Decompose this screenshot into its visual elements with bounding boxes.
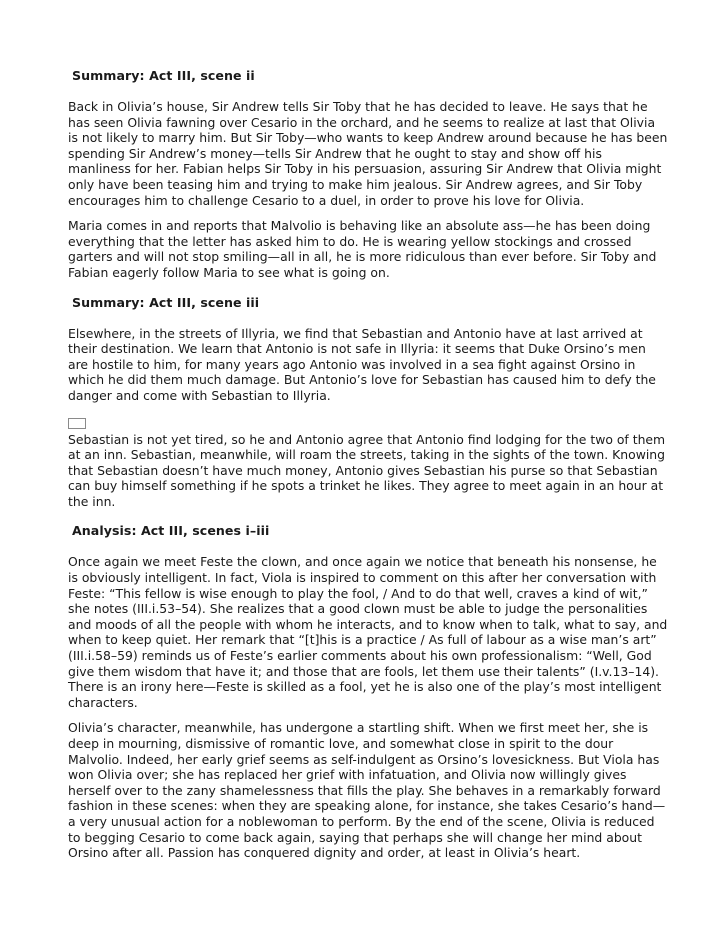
paragraph-scene2-2: Maria comes in and reports that Malvolio is behaving like an absolute ass—he has been doing everything that the letter has asked him to do. He is wearing yellow stockings and crossed garters and will not stop smiling—all in all, he is more ridiculous than ever before. Sir Toby and Fabian eagerly follow Maria to see what is going on. <box>68 218 657 280</box>
paragraph-scene3-1: Elsewhere, in the streets of Illyria, we find that Sebastian and Antonio have at last arrived at their destination. We learn that Antonio is not safe in Illyria: it seems that Duke Orsino’s men are hostile to him, for many years ago Antonio was involved in a sea fight against Orsino in which he did them much damage. But Antonio’s love for Sebastian has caused him to defy the danger and come with Sebastian to Illyria. <box>68 325 656 403</box>
document-page <box>68 68 668 871</box>
paragraph-scene3-2: Sebastian is not yet tired, so he and Antonio agree that Antonio find lodging for the two of them at an inn. Sebastian, meanwhile, will roam the streets, taking in the sights of the town. Knowing that Sebastian doesn’t have much money, Antonio gives Sebastian his purse so that Sebastian can buy himself something if he spots a trinket he likes. They agree to meet again in an hour at the inn. <box>68 431 666 509</box>
paragraph-scene2-1: Back in Olivia’s house, Sir Andrew tells Sir Toby that he has decided to leave. He says that he has seen Olivia fawning over Cesario in the orchard, and he seems to realize at last that Olivia is not likely to marry him. But Sir Toby—who wants to keep Andrew around because he has been spending Sir Andrew’s money—tells Sir Andrew that he ought to stay and show off his manliness for her. Fabian helps Sir Toby in his persuasion, assuring Sir Andrew that Olivia might only have been teasing him and trying to make him jealous. Sir Andrew agrees, and Sir Toby encourages him to challenge Cesario to a duel, in order to prove his love for Olivia. <box>68 99 668 208</box>
paragraph-analysis-1: Once again we meet Feste the clown, and once again we notice that beneath his nonsense, he is obviously intelligent. In fact, Viola is inspired to comment on this after her conversation with Feste: “This fellow is wise enough to play the fool, / And to do that well, craves a kind of wit,” she notes (III.i.53–54). She realizes that a good clown must be able to judge the personalities and moods of all the people with whom he interacts, and to know when to talk, what to say, and when to keep quiet. Her remark that “[t]his is a practice / As full of labour as a wise man’s art” (III.i.58–59) reminds us of Feste’s earlier comments about his own professionalism: “Well, God give them wisdom that have it; and those that are fools, let them use their talents” (I.v.13–14). There is an irony here—Feste is skilled as a fool, yet he is also one of the play’s most intelligent characters. <box>68 554 668 710</box>
section-heading-act3-scene2: Summary: Act III, scene ii <box>72 68 255 83</box>
paragraph-analysis-2: Olivia’s character, meanwhile, has undergone a startling shift. When we first meet her, she is deep in mourning, dismissive of romantic love, and somewhat close in spirit to the dour Malvolio. Indeed, her early grief seems as self-indulgent as Orsino’s lovesickness. But Viola has won Olivia over; she has replaced her grief with infatuation, and Olivia now willingly gives herself over to the zany shamelessness that fills the play. She behaves in a remarkably forward fashion in these scenes: when they are speaking alone, for instance, she takes Cesario’s hand—a very unusual action for a noblewoman to perform. By the end of the scene, Olivia is reduced to begging Cesario to come back again, saying that perhaps she will change her mind about Orsino after all. Passion has conquered dignity and order, at least in Olivia’s heart. <box>68 720 666 861</box>
image-placeholder-box <box>68 418 86 429</box>
section-heading-act3-scene3: Summary: Act III, scene iii <box>72 294 260 310</box>
section-heading-analysis: Analysis: Act III, scenes i–iii <box>72 523 270 539</box>
